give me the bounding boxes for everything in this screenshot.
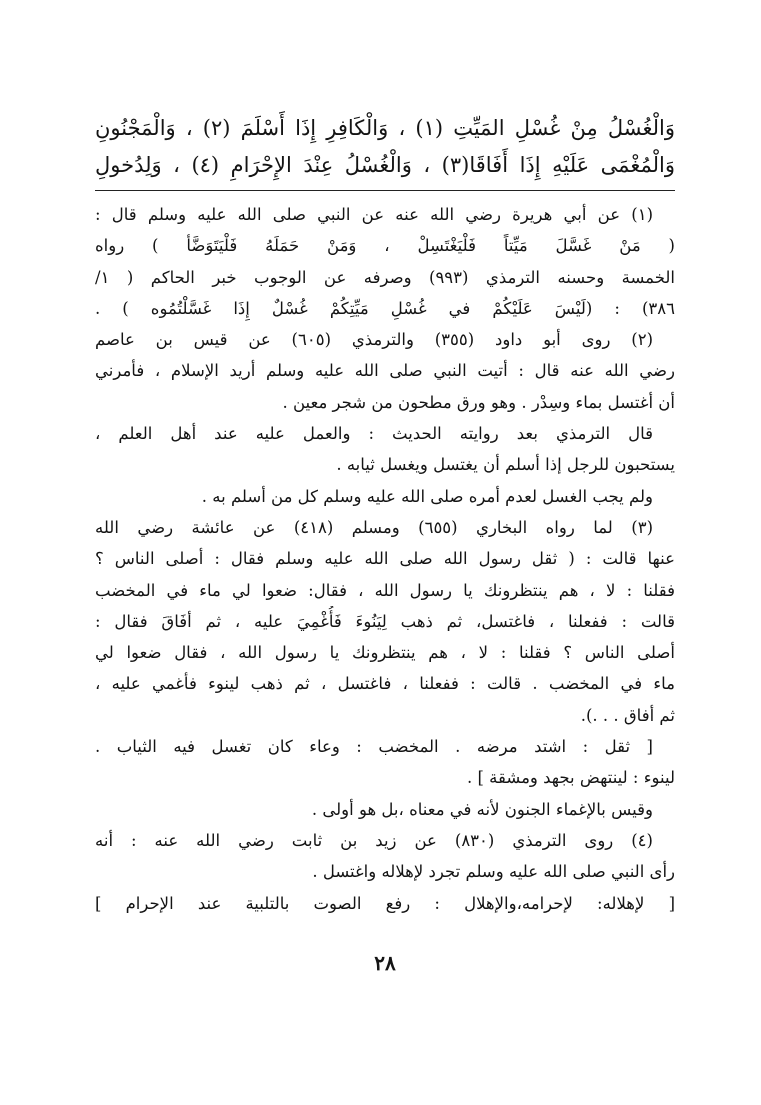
footnote-line: قال الترمذي بعد روايته الحديث : والعمل عليه عند أهل العلم ، <box>95 424 653 444</box>
footnote-line: ( مَنْ غَسَّلَ مَيِّتاً فَلْيَغْتَسِلْ ، وَمَنْ حَمَلَهُ فَلْيَتَوَضَّأ ) رواه <box>95 236 675 256</box>
main-text <box>95 96 675 184</box>
footnote-line: أصلى الناس ؟ فقلنا : لا ، هم ينتظرونك يا رسول الله ، فقال ضعوا لي <box>95 643 675 663</box>
footnote-line: لينوء : لينتهض بجهد ومشقة ] . <box>467 768 675 788</box>
book-page <box>95 96 675 976</box>
footnote-line: (٢) روى أبو داود (٣٥٥) والترمذي (٦٠٥) عن قيس بن عاصم <box>95 330 653 350</box>
main-line-2: وَالْمُغْمَى عَلَيْهِ إِذَا أَفَاقَا(٣) ، وَالْغُسْلُ عِنْدَ الإِحْرَامِ (٤) ، وَلِدُخولِ <box>95 153 675 177</box>
footnote-line: ولم يجب الغسل لعدم أمره صلى الله عليه وسلم كل من أسلم به . <box>201 486 653 506</box>
footnote-divider <box>95 190 675 191</box>
footnote-line: الخمسة وحسنه الترمذي (٩٩٣) وصرفه عن الوجوب خبر الحاكم ( ١/ <box>95 267 675 287</box>
footnote-line: قالت : ففعلنا ، فاغتسل، ثم ذهب لِيَنُوءَ فَأُغْمِيَ عليه ، ثم أفَاقَ فقال : <box>95 611 675 631</box>
footnote-line: رضي الله عنه قال : أتيت النبي صلى الله عليه وسلم أريد الإسلام ، فأمرني <box>95 361 675 381</box>
footnote-line: عنها قالت : ( ثقل رسول الله صلى الله عليه وسلم فقال : أصلى الناس ؟ <box>95 549 675 569</box>
footnotes <box>95 199 675 919</box>
footnote-line: [ لإهلاله: لإحرامه،والإهلال : رفع الصوت بالتلبية عند الإحرام ] <box>95 893 675 913</box>
footnote-line: يستحبون للرجل إذا أسلم أن يغتسل ويغسل ثيابه . <box>336 455 675 475</box>
footnote-line: ماء في المخضب . قالت : ففعلنا ، فاغتسل ، ثم ذهب لينوء فأغمي عليه ، <box>95 674 675 694</box>
footnote-line: [ ثقل : اشتد مرضه . المخضب : وعاء كان تغسل فيه الثياب . <box>95 737 653 757</box>
footnote-line: رأى النبي صلى الله عليه وسلم تجرد لإهلاله واغتسل . <box>312 862 675 882</box>
footnote-line: (١) عن أبي هريرة رضي الله عنه عن النبي صلى الله عليه وسلم قال : <box>95 205 653 224</box>
footnote-line: (٤) روى الترمذي (٨٣٠) عن زيد بن ثابت رضي الله عنه : أنه <box>95 830 653 850</box>
main-line-1: وَالْغُسْلُ مِنْ غُسْلِ المَيِّتِ (١) ، وَالْكَافِرِ إِذَا أَسْلَمَ (٢) ، وَالْمَجْنُونِ <box>95 116 675 140</box>
footnote-line: (٣) لما رواه البخاري (٦٥٥) ومسلم (٤١٨) عن عائشة رضي الله <box>95 517 653 537</box>
page-number: ٢٨ <box>374 951 396 975</box>
footnote-line: أن أغتسل بماء وسِدْر . وهو ورق مطحون من شجر معين . <box>282 392 675 412</box>
footnote-line: ٣٨٦) : (لَيْسَ عَلَيْكُمْ في غُسْلِ مَيِّتِكُمْ غُسْلٌ إِذَا غَسَّلْتُمُوه ) . <box>95 298 675 318</box>
footnote-line: وقيس بالإغماء الجنون لأنه في معناه ،بل هو أولى . <box>311 799 653 819</box>
footnote-line: فقلنا : لا ، هم ينتظرونك يا رسول الله ، فقال: ضعوا لي ماء في المخضب <box>95 580 675 600</box>
footnote-line: ثم أفاق . . .). <box>580 705 675 725</box>
